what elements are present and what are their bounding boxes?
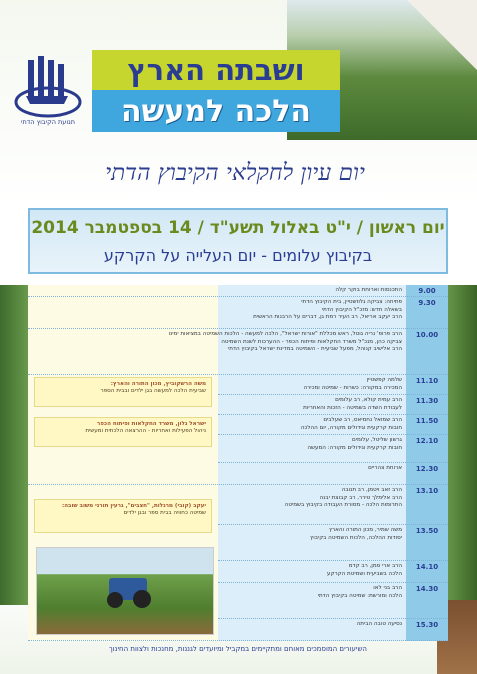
side-box-text: שביעית הלכה למעשה בגן ילדים ובבית הספר	[100, 388, 206, 395]
side-box	[34, 417, 212, 447]
session-text: התכנסות וארוחת בוקר קלה	[335, 287, 402, 293]
schedule-row	[28, 297, 448, 329]
session-time: 9.30	[418, 299, 436, 307]
footer-note: השיעורים המוסמכים מאוחם ומתקיימים במקביל ומיועדים לגננות, מחנכות ולצוות החינוך	[109, 645, 367, 653]
session-text: הרב בני לאו הלכה ומורשת: שמיטה בקיבוץ הדתי	[317, 585, 402, 599]
side-box-title: משה הרשקוביץ, מכון התורה והארץ:	[110, 381, 206, 387]
schedule-row	[218, 485, 448, 525]
field-photo-right	[445, 285, 477, 605]
wheel-icon	[133, 590, 151, 608]
session-time: 15.30	[415, 621, 439, 629]
page-curl	[407, 0, 477, 70]
wheel-icon	[107, 592, 123, 608]
session-time: 12.30	[415, 465, 439, 473]
session-text: נסיעה טובה הביתה	[356, 621, 402, 627]
title-line-1: ושבתה הארץ	[92, 50, 340, 90]
session-text: גרשון שליטל, עלומים חובות קרקעית וגידולים מקורה: המעשה	[307, 437, 402, 451]
side-box-text: שמיטה כחוויה בבית ספר ובגן ילדים	[123, 510, 206, 517]
session-text: הרב עמית קולא, רב עלומים לעבודת השדה בשמיטה - הזכות והאחריות	[303, 397, 402, 411]
session-time: 13.10	[415, 487, 439, 495]
row-divider	[28, 640, 448, 641]
schedule-row	[218, 395, 448, 415]
date-line-1: יום ראשון / י"ט באלול תשע"ד / 14 בספטמבר 2014	[31, 218, 445, 238]
side-box-text: ניהול הפעילות ואחריות - ההרצאה הלכתית ומעשית	[85, 428, 206, 435]
session-time: 9.00	[418, 287, 436, 295]
session-time: 11.50	[415, 417, 439, 425]
session-time: 13.50	[415, 527, 439, 535]
schedule-row	[218, 415, 448, 435]
session-text: הרב שמואל נחמיאס, רב שעלבים חובות קרקעית וגידולים מקורה, יום ההלכה	[300, 417, 402, 431]
session-text: הרב פרופ' נריה גוטל, ראש מכללת "אורות ישראל", הלכה למעשה - הלכות השמיטה במציאות ימינו צביקה כהן, מנכ"ל משרד החקלאות ופיתוח הכפר - ההערכות לשנת השמיטה הרב אלישיב קנוהל, מפעל שביעית - השמיטה במדינת ישראל בקיבוץ הדתי	[168, 331, 402, 353]
session-time: 11.10	[415, 377, 439, 385]
schedule-row	[218, 583, 448, 619]
tractor-photo	[36, 547, 214, 635]
schedule-row	[218, 561, 448, 583]
schedule-row	[218, 525, 448, 561]
side-box-title: יעקב (קובי) מרגלות, "חצבים", גרעין תורני משוב שובה:	[61, 503, 206, 509]
session-text: הרב זאב ויטמן, רב תנובה הרב אלימלך טירר, רב קבוצת יבנה התרומות הלכה - מסורת העבודה בקיבוץ בשמיטה	[284, 487, 402, 509]
logo-icon	[12, 50, 84, 124]
session-text: פתיחה: צביקה גלוזשטיין, בית הקיבוץ הדתי בשאלה חדש: מזכ"ל הקיבוץ הדתי הרב יעקב אריאל, רב העיר רמת גן, דברים על הרבנות הראשית	[253, 299, 402, 321]
side-box-title: ישראל גלון, משרד החקלאות ופיתוח הכפר	[96, 421, 206, 427]
date-line-2: בקיבוץ עלומים - יום העלייה על הקרקע	[103, 246, 373, 265]
side-box	[34, 377, 212, 407]
side-box	[34, 499, 212, 533]
session-text: שלמה קפשטיין המכירה במקורה: כשרות - שמיטה ומכירה	[303, 377, 402, 391]
schedule-row	[28, 285, 448, 297]
session-text: הרב ארי סמן, רב קדמ הלכה בשביעית ושמיטת הקרקע	[327, 563, 402, 577]
subtitle: יום עיון לחקלאי הקיבוץ הדתי	[105, 160, 365, 186]
session-text: משה שמיר, מכון התורה והארץ יסודות ההלכה, הלכות השמיטה בקיבוץ	[310, 527, 402, 541]
session-time: 12.10	[415, 437, 439, 445]
title-line-2: הלכה למעשה	[92, 90, 340, 132]
session-time: 14.10	[415, 563, 439, 571]
field-photo-left	[0, 285, 28, 605]
session-time: 11.30	[415, 397, 439, 405]
schedule-row	[218, 375, 448, 395]
session-time: 14.30	[415, 585, 439, 593]
schedule-row	[218, 435, 448, 463]
schedule-row	[28, 463, 448, 485]
schedule-row	[28, 329, 448, 375]
date-bar	[28, 208, 448, 274]
session-time: 10.00	[415, 331, 439, 339]
session-text: ארוחת צהריים	[368, 465, 402, 471]
logo-caption: תנועת הקיבוץ הדתי	[21, 118, 75, 126]
schedule-table	[28, 285, 448, 641]
